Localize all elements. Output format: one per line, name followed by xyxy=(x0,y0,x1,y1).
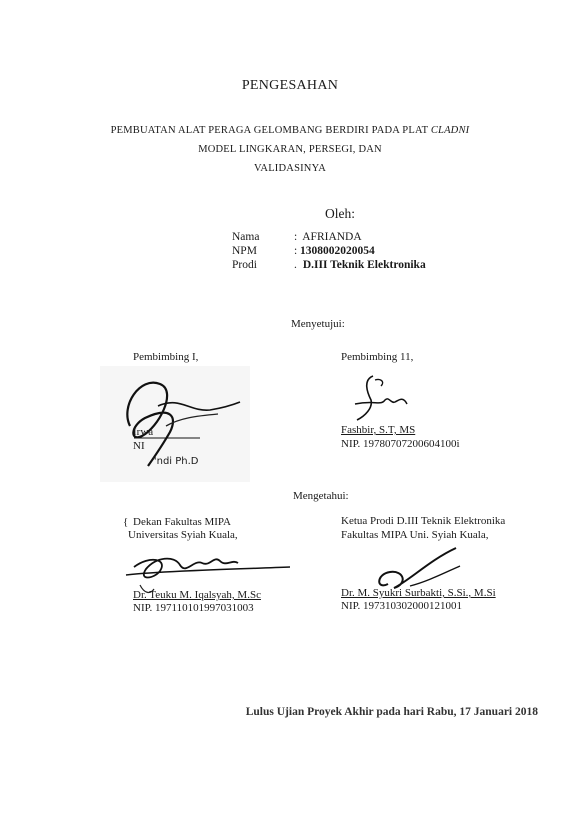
pembimbing1-name-fragment: "ndi Ph.D xyxy=(152,456,199,467)
kaprodi-title-line-1: Ketua Prodi D.III Teknik Elektronika xyxy=(341,515,506,527)
thesis-title-italic: CLADNI xyxy=(430,125,470,136)
dekan-title-bracket: { xyxy=(123,516,129,528)
exam-pass-statement: Lulus Ujian Proyek Akhir pada hari Rabu, 17 Januari 2018 xyxy=(245,706,538,718)
prodi-separator: . xyxy=(294,259,297,271)
thesis-title-line-1-text: PEMBUATAN ALAT PERAGA GELOMBANG BERDIRI PADA PLAT xyxy=(110,125,431,136)
kaprodi-title-line-2: Fakultas MIPA Uni. Syiah Kuala, xyxy=(341,529,489,541)
dekan-name: Dr. Teuku M. Iqalsyah, M.Sc xyxy=(133,589,261,601)
page-heading: PENGESAHAN xyxy=(241,78,339,93)
dekan-title-line-1: Dekan Fakultas MIPA xyxy=(133,516,231,528)
prodi-value: D.III Teknik Elektronika xyxy=(302,259,426,271)
student-prodi-row xyxy=(232,259,426,271)
student-npm-row xyxy=(232,245,375,257)
oleh-label: Oleh: xyxy=(325,206,355,221)
npm-value: 1308002020054 xyxy=(300,245,375,257)
pembimbing1-name: Irwa xyxy=(133,426,154,438)
pembimbing2-signature xyxy=(345,370,415,425)
nama-separator: : xyxy=(294,231,298,243)
pembimbing2-nip: NIP. 19780707200604100i xyxy=(341,438,460,450)
student-nama-row xyxy=(232,231,362,243)
mengetahui-label: Mengetahui: xyxy=(293,490,349,502)
kaprodi-nip: NIP. 197310302000121001 xyxy=(341,600,463,612)
npm-separator: : xyxy=(294,245,298,257)
npm-label: NPM xyxy=(232,245,257,257)
dekan-title-line-2: Universitas Syiah Kuala, xyxy=(128,529,238,541)
nama-label: Nama xyxy=(232,231,260,243)
pembimbing1-title: Pembimbing I, xyxy=(133,351,199,363)
pembimbing2-name: Fashbir, S.T, MS xyxy=(341,424,416,436)
thesis-title-line-2: MODEL LINGKARAN, PERSEGI, DAN xyxy=(198,144,382,155)
kaprodi-name: Dr. M. Syukri Surbakti, S.Si., M.Si xyxy=(341,587,496,599)
dekan-nip: NIP. 197110101997031003 xyxy=(133,602,254,614)
thesis-title-line-3: VALIDASINYA xyxy=(253,163,326,174)
pembimbing2-title: Pembimbing 11, xyxy=(341,351,414,363)
prodi-label: Prodi xyxy=(232,259,257,271)
menyetujui-label: Menyetujui: xyxy=(291,318,345,330)
pembimbing1-nip-fragment: NI xyxy=(133,440,145,452)
nama-value: AFRIANDA xyxy=(302,231,362,243)
pembimbing1-signature-scan xyxy=(100,366,250,482)
thesis-title-line-1 xyxy=(0,125,580,136)
